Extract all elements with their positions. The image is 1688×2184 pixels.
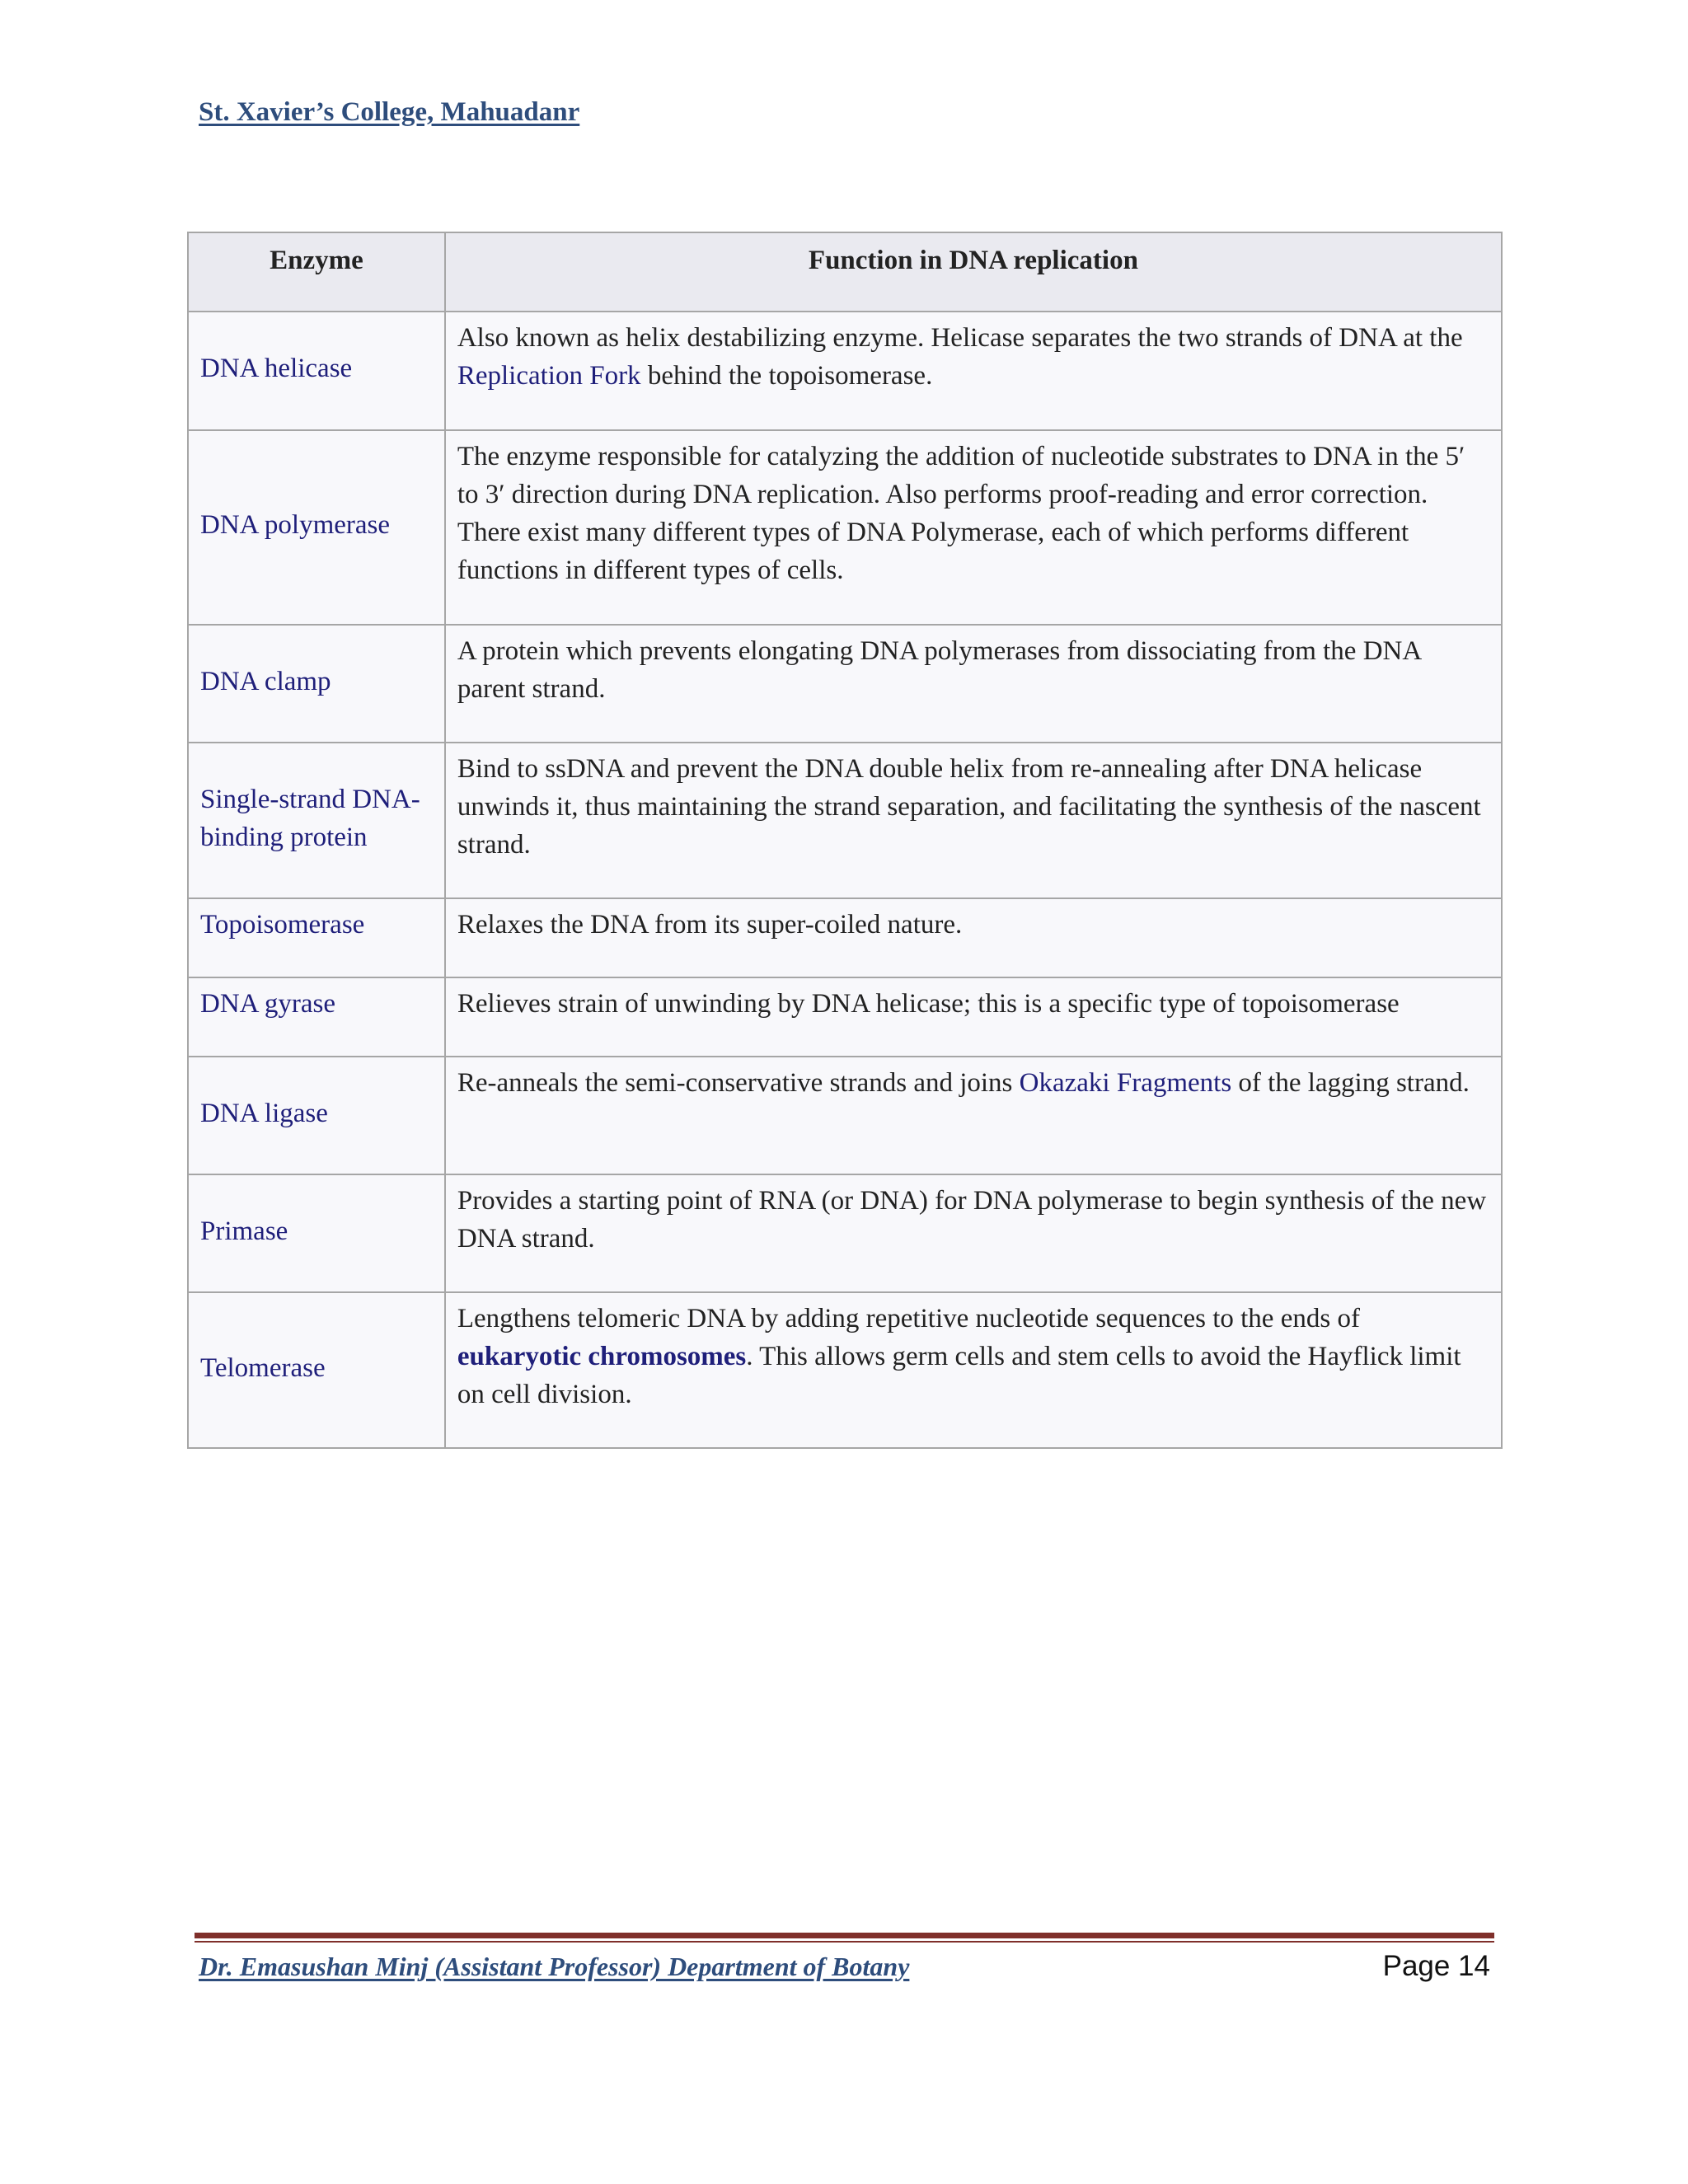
enzyme-name-link[interactable]: DNA ligase [188,1057,445,1174]
function-cell [445,312,1502,430]
enzyme-name-link[interactable]: DNA polymerase [188,430,445,625]
enzyme-name-link[interactable]: Topoisomerase [188,898,445,977]
function-text: Provides a starting point of RNA (or DNA) for DNA polymerase to begin synthesis of the new DNA strand. [457,1186,1487,1254]
function-text: Relieves strain of unwinding by DNA helicase; this is a specific type of topoisomerase [457,989,1400,1019]
enzyme-name-link[interactable]: DNA clamp [188,625,445,743]
okazaki-fragments-link[interactable]: Okazaki Fragments [1019,1068,1232,1098]
table-row [188,1292,1502,1448]
function-text: Lengthens telomeric DNA by adding repetitive nucleotide sequences to the ends of [457,1304,1360,1333]
table-row [188,977,1502,1057]
footer-divider-thin-line [195,1941,1494,1943]
function-cell [445,1057,1502,1174]
table-row [188,312,1502,430]
table-row [188,625,1502,743]
footer-divider [195,1933,1494,1944]
function-cell [445,625,1502,743]
table-row [188,430,1502,625]
enzyme-table [187,232,1503,1449]
college-header[interactable]: St. Xavier’s College, Mahuadanr [199,97,580,127]
function-text: Bind to ssDNA and prevent the DNA double helix from re-annealing after DNA helicase unwinds it, thus maintaining the strand separation, and facilitating the synthesis of the nascent strand. [457,754,1481,860]
page-number: Page 14 [1382,1950,1490,1982]
function-text: The enzyme responsible for catalyzing the addition of nucleotide substrates to DNA in the 5′ to 3′ direction during DNA replication. Also performs proof-reading and error correction. There exist many different types of DNA Polymerase, each of which performs different functions in different types of cells. [457,442,1465,585]
table-header-row [188,232,1502,312]
function-cell [445,430,1502,625]
enzyme-name-link[interactable]: Primase [188,1174,445,1292]
function-text: A protein which prevents elongating DNA polymerases from dissociating from the DNA parent strand. [457,636,1421,704]
column-header-enzyme: Enzyme [188,232,445,312]
footer-divider-thick-line [195,1933,1494,1938]
enzyme-name-link[interactable]: DNA helicase [188,312,445,430]
function-cell [445,1292,1502,1448]
table-row [188,743,1502,898]
table-row [188,1174,1502,1292]
function-cell [445,977,1502,1057]
function-text: Also known as helix destabilizing enzyme. Helicase separates the two strands of DNA at the [457,323,1463,353]
enzyme-name-link[interactable]: Telomerase [188,1292,445,1448]
function-cell [445,898,1502,977]
function-cell [445,743,1502,898]
eukaryotic-chromosomes-link[interactable]: eukaryotic chromosomes [457,1342,747,1371]
column-header-function: Function in DNA replication [445,232,1502,312]
enzyme-name-link[interactable]: Single-strand DNA-binding protein [188,743,445,898]
function-text: of the lagging strand. [1231,1068,1470,1098]
function-text: Re-anneals the semi-conservative strands and joins [457,1068,1020,1098]
function-text: behind the topoisomerase. [640,361,933,391]
table-row [188,898,1502,977]
function-cell [445,1174,1502,1292]
table-row [188,1057,1502,1174]
replication-fork-link[interactable]: Replication Fork [457,361,641,391]
function-text: . This allows germ cells and stem cells to avoid the Hayflick limit on cell division. [457,1342,1461,1409]
footer-author[interactable]: Dr. Emasushan Minj (Assistant Professor) Department of Botany [199,1952,910,1981]
function-text: Relaxes the DNA from its super-coiled nature. [457,910,963,940]
enzyme-name-link[interactable]: DNA gyrase [188,977,445,1057]
